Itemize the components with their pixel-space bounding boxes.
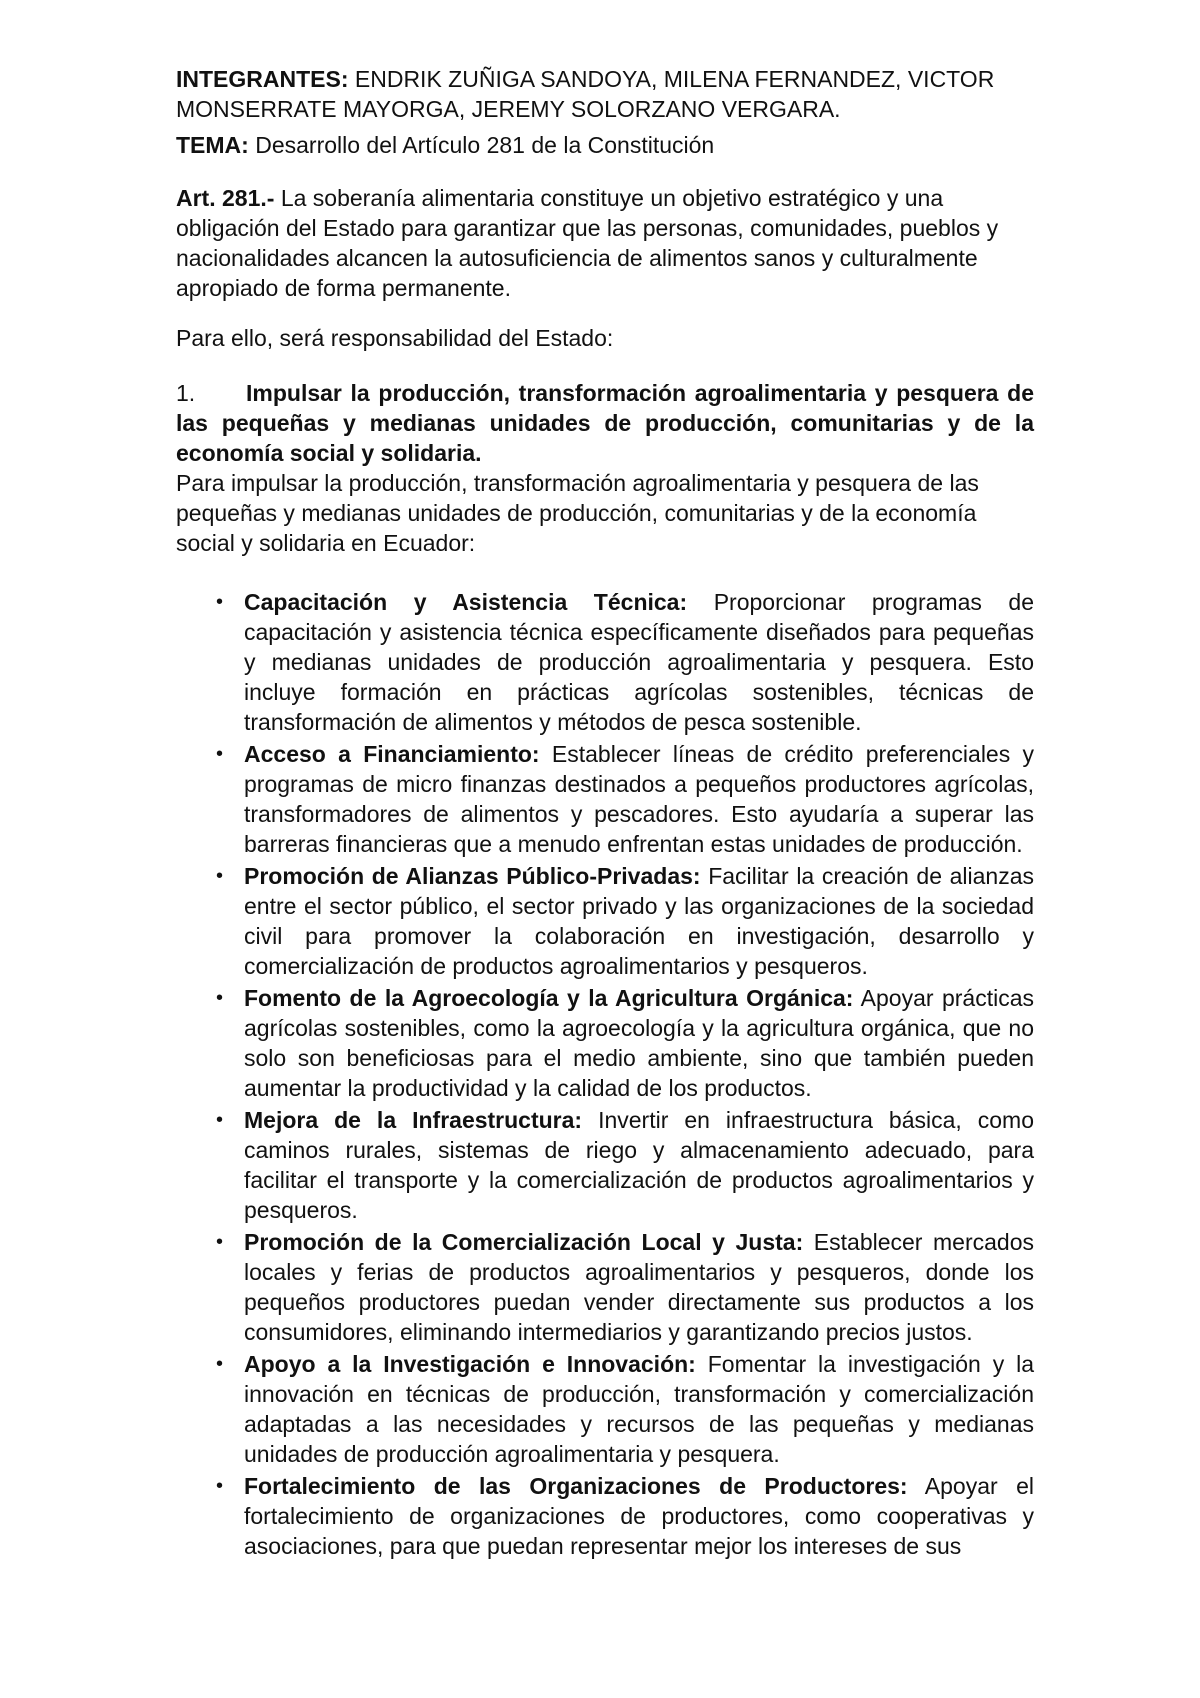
bullet-icon: • bbox=[216, 1109, 224, 1131]
responsibility-intro: Para ello, será responsabilidad del Estado: bbox=[176, 325, 614, 351]
list-item bbox=[176, 1105, 1034, 1225]
list-item-text: Establecer líneas de crédito preferenciales y programas de micro finanzas destinados a pequeños productores agrícolas, transformadores de alimentos y pescadores. Esto ayudaría a superar las barreras financieras que a menudo enfrentan estas unidades de producción. bbox=[244, 741, 1035, 857]
list-item bbox=[176, 587, 1034, 737]
integrantes-names: ENDRIK ZUÑIGA SANDOYA, MILENA FERNANDEZ, VICTOR MONSERRATE MAYORGA, JEREMY SOLORZANO VERGARA. bbox=[176, 66, 995, 122]
bullet-icon: • bbox=[216, 865, 224, 887]
integrantes-label: INTEGRANTES: bbox=[176, 66, 349, 92]
list-item-label: Mejora de la Infraestructura: bbox=[244, 1107, 583, 1133]
integrantes-paragraph bbox=[176, 64, 1034, 124]
list-item bbox=[176, 739, 1034, 859]
tema-label: TEMA: bbox=[176, 132, 249, 158]
item-1-title: Impulsar la producción, transformación agroalimentaria y pesquera de las pequeñas y medianas unidades de producción, comunitarias y de la economía social y solidaria. bbox=[176, 380, 1034, 466]
list-item-label: Apoyo a la Investigación e Innovación: bbox=[244, 1351, 696, 1377]
tema-paragraph bbox=[176, 130, 1034, 160]
tema-text: Desarrollo del Artículo 281 de la Constitución bbox=[255, 132, 715, 158]
bullet-icon: • bbox=[216, 1475, 224, 1497]
item-1-number: 1. bbox=[176, 380, 196, 406]
list-item bbox=[176, 1349, 1034, 1469]
bullet-icon: • bbox=[216, 987, 224, 1009]
bullet-icon: • bbox=[216, 1353, 224, 1375]
list-item bbox=[176, 861, 1034, 981]
list-item-label: Capacitación y Asistencia Técnica: bbox=[244, 589, 688, 615]
bullet-icon: • bbox=[216, 743, 224, 765]
article-label: Art. 281.- bbox=[176, 185, 275, 211]
list-item-text: Fomentar la investigación y la innovación en técnicas de producción, transformación y comercialización adaptadas a las necesidades y recursos de las pequeñas y medianas unidades de producción agroalimentaria y pesquera. bbox=[244, 1351, 1035, 1467]
list-item bbox=[176, 983, 1034, 1103]
list-item-text: Proporcionar programas de capacitación y asistencia técnica específicamente diseñados para pequeñas y medianas unidades de producción agroalimentaria y pesquera. Esto incluye formación en prácticas agrícolas sostenibles, técnicas de transformación de alimentos y métodos de pesca sostenible. bbox=[244, 589, 1035, 735]
list-item-label: Promoción de la Comercialización Local y Justa: bbox=[244, 1229, 804, 1255]
list-item-label: Promoción de Alianzas Público-Privadas: bbox=[244, 863, 701, 889]
item-1-intro: Para impulsar la producción, transformación agroalimentaria y pesquera de las pequeñas y medianas unidades de producción, comunitarias y de la economía social y solidaria en Ecuador: bbox=[176, 470, 979, 556]
item-1-heading bbox=[176, 378, 1034, 468]
list-item-label: Fortalecimiento de las Organizaciones de Productores: bbox=[244, 1473, 908, 1499]
list-item-text: Invertir en infraestructura básica, como caminos rurales, sistemas de riego y almacenamiento adecuado, para facilitar el transporte y la comercialización de productos agroalimentarios y pesqueros. bbox=[244, 1107, 1035, 1223]
list-item-label: Fomento de la Agroecología y la Agricultura Orgánica: bbox=[244, 985, 854, 1011]
list-item-label: Acceso a Financiamiento: bbox=[244, 741, 540, 767]
bullet-icon: • bbox=[216, 591, 224, 613]
list-item bbox=[176, 1227, 1034, 1347]
list-item-text: Establecer mercados locales y ferias de productos agroalimentarios y pesqueros, donde los pequeños productores puedan vender directamente sus productos a los consumidores, eliminando intermediarios y garantizando precios justos. bbox=[244, 1229, 1034, 1345]
article-paragraph bbox=[176, 183, 1034, 303]
bullet-icon: • bbox=[216, 1231, 224, 1253]
list-item-text: Apoyar el fortalecimiento de organizaciones de productores, como cooperativas y asociaciones, para que puedan representar mejor los intereses de sus bbox=[244, 1473, 1034, 1559]
list-item bbox=[176, 1471, 1034, 1561]
list-item-text: Apoyar prácticas agrícolas sostenibles, como la agroecología y la agricultura orgánica, que no solo son beneficiosas para el medio ambiente, sino que también pueden aumentar la productividad y la calidad de los productos. bbox=[244, 985, 1034, 1101]
article-text: La soberanía alimentaria constituye un objetivo estratégico y una obligación del Estado para garantizar que las personas, comunidades, pueblos y nacionalidades alcancen la autosuficiencia de alimentos sanos y culturalmente apropiado de forma permanente. bbox=[176, 185, 999, 301]
list-item-text: Facilitar la creación de alianzas entre el sector público, el sector privado y las organizaciones de la sociedad civil para promover la colaboración en investigación, desarrollo y comercialización de productos agroalimentarios y pesqueros. bbox=[244, 863, 1034, 979]
measures-list bbox=[176, 587, 1034, 1561]
